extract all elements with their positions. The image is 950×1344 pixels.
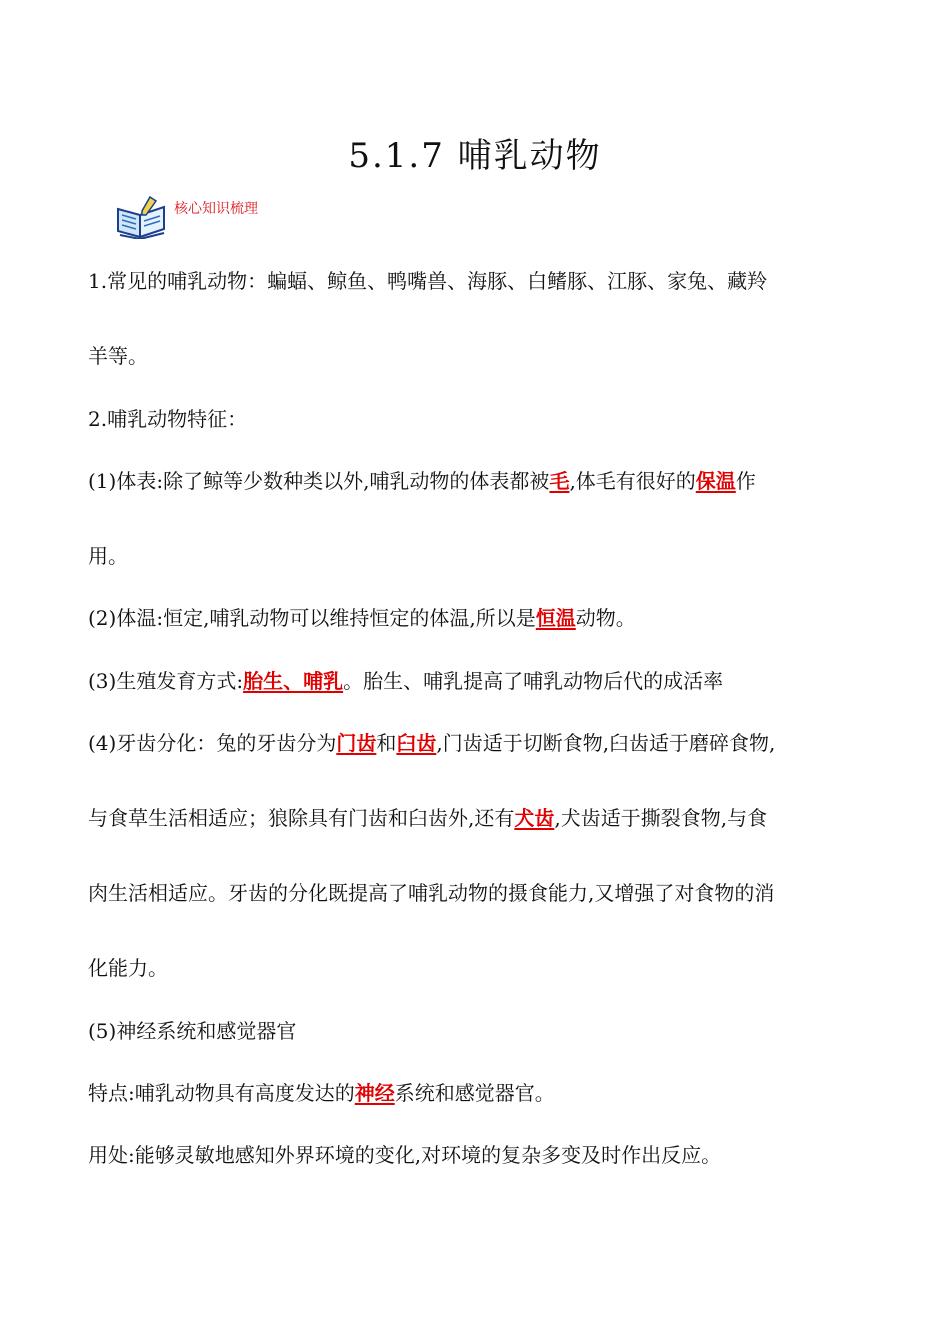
text-segment: ,门齿适于切断食物,臼齿适于磨碎食物,	[436, 731, 776, 755]
text-segment: 2.哺乳动物特征：	[88, 407, 248, 431]
text-segment: ,体毛有很好的	[569, 469, 696, 493]
text-line	[88, 880, 774, 906]
text-segment: 。胎生、哺乳提高了哺乳动物后代的成活率	[343, 669, 724, 693]
text-segment: 用处:能够灵敏地感知外界环境的变化,对环境的复杂多变及时作出反应。	[88, 1143, 722, 1167]
answer-highlight: 神经	[354, 1081, 395, 1105]
section-badge	[116, 193, 286, 243]
text-line	[88, 343, 148, 369]
text-segment: ,犬齿适于撕裂食物,与食	[554, 806, 768, 830]
answer-highlight: 保温	[695, 469, 736, 493]
text-line	[88, 730, 775, 756]
text-segment: 特点:哺乳动物具有高度发达的	[88, 1081, 355, 1105]
text-segment: (3)生殖发育方式:	[88, 669, 244, 693]
text-line	[88, 468, 756, 494]
text-segment: 动物。	[575, 606, 636, 630]
text-segment: 化能力。	[88, 956, 168, 980]
text-segment: 和	[376, 731, 397, 755]
answer-highlight: 门齿	[336, 731, 377, 755]
text-segment: (2)体温:恒定,哺乳动物可以维持恒定的体温,所以是	[88, 606, 536, 630]
text-line	[88, 406, 247, 432]
text-segment: 系统和感觉器官。	[394, 1081, 555, 1105]
text-segment: 肉生活相适应。牙齿的分化既提高了哺乳动物的摄食能力,又增强了对食物的消	[88, 881, 775, 905]
text-line	[88, 955, 168, 981]
text-segment: 作	[735, 469, 756, 493]
text-line	[88, 1142, 721, 1168]
text-line	[88, 605, 636, 631]
text-line	[88, 268, 767, 294]
answer-highlight: 胎生、哺乳	[243, 669, 344, 693]
text-line	[88, 1080, 555, 1106]
text-line	[88, 805, 767, 831]
badge-label: 核心知识梳理	[174, 201, 258, 217]
text-segment: (5)神经系统和感觉器官	[88, 1019, 297, 1043]
answer-highlight: 恒温	[535, 606, 576, 630]
text-segment: 1.常见的哺乳动物：蝙蝠、鲸鱼、鸭嘴兽、海豚、白鳍豚、江豚、家兔、藏羚	[88, 269, 768, 293]
text-line	[88, 543, 128, 569]
open-book-icon	[116, 195, 168, 239]
text-segment: (1)体表:除了鲸等少数种类以外,哺乳动物的体表都被	[88, 469, 550, 493]
text-segment: (4)牙齿分化：兔的牙齿分为	[88, 731, 337, 755]
answer-highlight: 犬齿	[514, 806, 555, 830]
text-line	[88, 668, 723, 694]
answer-highlight: 臼齿	[396, 731, 437, 755]
text-segment: 用。	[88, 544, 128, 568]
page-title: 5.1.7 哺乳动物	[348, 136, 602, 176]
answer-highlight: 毛	[549, 469, 570, 493]
text-line	[88, 1018, 296, 1044]
text-segment: 羊等。	[88, 344, 148, 368]
text-segment: 与食草生活相适应；狼除具有门齿和臼齿外,还有	[88, 806, 515, 830]
